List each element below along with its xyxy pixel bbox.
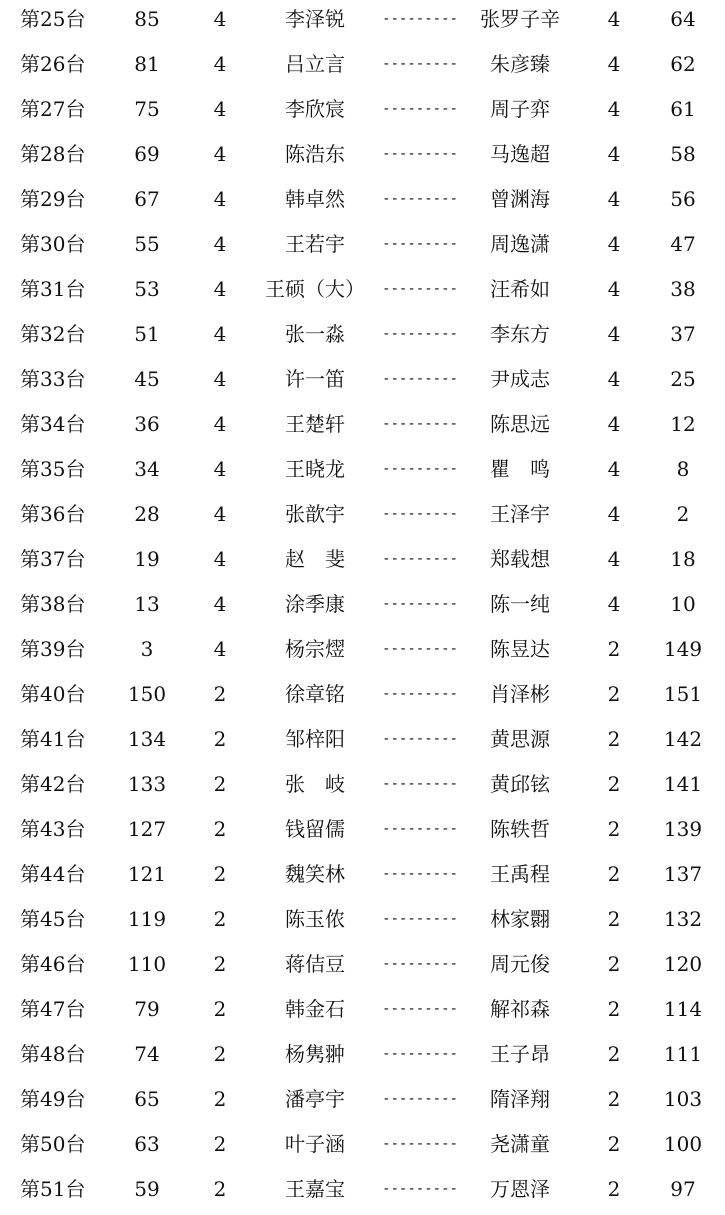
versus-separator: --------- [382, 461, 458, 477]
versus-separator: --------- [382, 146, 458, 162]
player-b-number: 103 [663, 1087, 703, 1111]
table-row [0, 225, 725, 270]
player-a-name: 吕立言 [285, 52, 345, 76]
player-a-name: 李欣宸 [285, 97, 345, 121]
board-number: 第38台 [20, 592, 86, 616]
player-a-number: 119 [127, 907, 167, 931]
player-a-score: 4 [213, 322, 227, 346]
board-number: 第29台 [20, 187, 86, 211]
player-a-name: 蒋佶豆 [285, 952, 345, 976]
player-a-name: 王楚轩 [285, 412, 345, 436]
player-b-name: 黄思源 [490, 727, 550, 751]
player-a-number: 45 [134, 367, 160, 391]
table-row [0, 675, 725, 720]
player-a-number: 51 [134, 322, 160, 346]
versus-separator: --------- [382, 866, 458, 882]
player-b-name: 尧潇童 [490, 1132, 550, 1156]
player-b-score: 2 [607, 772, 621, 796]
versus-separator: --------- [382, 326, 458, 342]
player-b-score: 2 [607, 1087, 621, 1111]
player-b-score: 2 [607, 907, 621, 931]
board-number: 第43台 [20, 817, 86, 841]
board-number: 第32台 [20, 322, 86, 346]
versus-separator: --------- [382, 101, 458, 117]
player-b-name: 张罗子辛 [480, 7, 560, 31]
table-row [0, 45, 725, 90]
player-b-name: 周子弈 [490, 97, 550, 121]
player-a-score: 2 [213, 817, 227, 841]
player-b-number: 62 [670, 52, 696, 76]
player-b-score: 2 [607, 817, 621, 841]
table-row [0, 1170, 725, 1215]
player-b-score: 2 [607, 1042, 621, 1066]
player-b-number: 38 [670, 277, 696, 301]
player-b-score: 2 [607, 1177, 621, 1201]
player-b-number: 56 [670, 187, 696, 211]
player-b-number: 61 [670, 97, 696, 121]
player-a-number: 67 [134, 187, 160, 211]
player-b-number: 111 [663, 1042, 703, 1066]
player-a-name: 许一笛 [285, 367, 345, 391]
versus-separator: --------- [382, 911, 458, 927]
player-a-name: 叶子涵 [285, 1132, 345, 1156]
player-a-score: 2 [213, 952, 227, 976]
board-number: 第30台 [20, 232, 86, 256]
player-b-score: 4 [607, 412, 621, 436]
board-number: 第47台 [20, 997, 86, 1021]
player-a-score: 4 [213, 97, 227, 121]
player-b-name: 王泽宇 [490, 502, 550, 526]
table-row [0, 945, 725, 990]
player-a-score: 4 [213, 502, 227, 526]
player-a-score: 2 [213, 1042, 227, 1066]
player-b-name: 周元俊 [490, 952, 550, 976]
player-b-name: 马逸超 [490, 142, 550, 166]
board-number: 第49台 [20, 1087, 86, 1111]
player-a-number: 121 [127, 862, 167, 886]
board-number: 第36台 [20, 502, 86, 526]
player-b-name: 隋泽翔 [490, 1087, 550, 1111]
board-number: 第31台 [20, 277, 86, 301]
player-b-name: 陈一纯 [490, 592, 550, 616]
player-a-score: 4 [213, 547, 227, 571]
board-number: 第34台 [20, 412, 86, 436]
player-b-score: 2 [607, 682, 621, 706]
player-b-score: 4 [607, 232, 621, 256]
player-a-number: 81 [134, 52, 160, 76]
table-row [0, 765, 725, 810]
versus-separator: --------- [382, 686, 458, 702]
player-b-score: 4 [607, 97, 621, 121]
player-a-name: 李泽锐 [285, 7, 345, 31]
player-b-number: 47 [670, 232, 696, 256]
player-a-number: 28 [134, 502, 160, 526]
versus-separator: --------- [382, 56, 458, 72]
player-b-name: 王子昂 [490, 1042, 550, 1066]
versus-separator: --------- [382, 416, 458, 432]
player-b-name: 陈思远 [490, 412, 550, 436]
player-b-number: 149 [663, 637, 703, 661]
player-b-name: 曾渊海 [490, 187, 550, 211]
player-b-number: 2 [676, 502, 690, 526]
player-a-score: 4 [213, 232, 227, 256]
player-a-name: 张一淼 [285, 322, 345, 346]
board-number: 第39台 [20, 637, 86, 661]
player-a-name: 徐章铭 [285, 682, 345, 706]
player-b-score: 2 [607, 1132, 621, 1156]
player-b-score: 4 [607, 547, 621, 571]
table-row [0, 855, 725, 900]
player-b-number: 151 [663, 682, 703, 706]
board-number: 第44台 [20, 862, 86, 886]
player-a-name: 王晓龙 [285, 457, 345, 481]
player-a-score: 4 [213, 142, 227, 166]
board-number: 第46台 [20, 952, 86, 976]
table-row [0, 810, 725, 855]
player-b-score: 4 [607, 457, 621, 481]
board-number: 第35台 [20, 457, 86, 481]
versus-separator: --------- [382, 551, 458, 567]
player-a-name: 王硕（大） [265, 277, 365, 301]
board-number: 第26台 [20, 52, 86, 76]
player-a-number: 55 [134, 232, 160, 256]
player-a-score: 4 [213, 592, 227, 616]
versus-separator: --------- [382, 731, 458, 747]
player-a-name: 韩卓然 [285, 187, 345, 211]
player-a-score: 4 [213, 52, 227, 76]
player-b-number: 120 [663, 952, 703, 976]
versus-separator: --------- [382, 956, 458, 972]
player-a-number: 69 [134, 142, 160, 166]
player-b-number: 141 [663, 772, 703, 796]
table-row [0, 450, 725, 495]
board-number: 第33台 [20, 367, 86, 391]
player-a-number: 53 [134, 277, 160, 301]
player-a-name: 张 岐 [285, 772, 345, 796]
player-b-score: 4 [607, 187, 621, 211]
versus-separator: --------- [382, 1001, 458, 1017]
player-a-score: 2 [213, 682, 227, 706]
player-b-number: 142 [663, 727, 703, 751]
versus-separator: --------- [382, 1046, 458, 1062]
player-a-name: 陈浩东 [285, 142, 345, 166]
versus-separator: --------- [382, 506, 458, 522]
player-b-number: 25 [670, 367, 696, 391]
player-a-score: 4 [213, 457, 227, 481]
player-b-name: 解祁森 [490, 997, 550, 1021]
versus-separator: --------- [382, 1136, 458, 1152]
versus-separator: --------- [382, 11, 458, 27]
table-row [0, 495, 725, 540]
player-b-number: 137 [663, 862, 703, 886]
player-b-name: 陈昱达 [490, 637, 550, 661]
player-a-number: 13 [134, 592, 160, 616]
versus-separator: --------- [382, 596, 458, 612]
player-a-number: 110 [127, 952, 167, 976]
player-a-name: 钱留儒 [285, 817, 345, 841]
table-row [0, 180, 725, 225]
player-b-score: 4 [607, 7, 621, 31]
player-a-name: 邹梓阳 [285, 727, 345, 751]
player-a-name: 潘亭宇 [285, 1087, 345, 1111]
versus-separator: --------- [382, 191, 458, 207]
player-b-number: 8 [676, 457, 690, 481]
player-a-score: 4 [213, 412, 227, 436]
player-b-name: 肖泽彬 [490, 682, 550, 706]
board-number: 第25台 [20, 7, 86, 31]
player-a-score: 2 [213, 1132, 227, 1156]
table-row [0, 630, 725, 675]
versus-separator: --------- [382, 1181, 458, 1197]
player-b-name: 朱彦臻 [490, 52, 550, 76]
versus-separator: --------- [382, 236, 458, 252]
versus-separator: --------- [382, 776, 458, 792]
player-a-number: 134 [127, 727, 167, 751]
player-b-number: 37 [670, 322, 696, 346]
versus-separator: --------- [382, 371, 458, 387]
player-b-number: 139 [663, 817, 703, 841]
board-number: 第51台 [20, 1177, 86, 1201]
player-a-number: 150 [127, 682, 167, 706]
board-number: 第41台 [20, 727, 86, 751]
player-b-score: 2 [607, 952, 621, 976]
table-row [0, 1125, 725, 1170]
table-row [0, 990, 725, 1035]
table-row [0, 585, 725, 630]
table-row [0, 0, 725, 45]
player-a-score: 4 [213, 277, 227, 301]
player-b-name: 万恩泽 [490, 1177, 550, 1201]
player-a-score: 2 [213, 907, 227, 931]
player-a-score: 2 [213, 997, 227, 1021]
player-b-score: 4 [607, 277, 621, 301]
player-a-name: 陈玉侬 [285, 907, 345, 931]
player-a-name: 韩金石 [285, 997, 345, 1021]
player-a-name: 杨隽翀 [285, 1042, 345, 1066]
player-a-score: 4 [213, 7, 227, 31]
board-number: 第37台 [20, 547, 86, 571]
table-row [0, 360, 725, 405]
player-a-number: 79 [134, 997, 160, 1021]
player-a-number: 34 [134, 457, 160, 481]
player-b-score: 4 [607, 322, 621, 346]
table-row [0, 405, 725, 450]
player-a-number: 133 [127, 772, 167, 796]
player-b-name: 王禹程 [490, 862, 550, 886]
player-a-number: 74 [134, 1042, 160, 1066]
player-a-number: 59 [134, 1177, 160, 1201]
player-b-score: 2 [607, 997, 621, 1021]
player-b-number: 100 [663, 1132, 703, 1156]
board-number: 第45台 [20, 907, 86, 931]
versus-separator: --------- [382, 821, 458, 837]
player-a-number: 19 [134, 547, 160, 571]
player-a-number: 36 [134, 412, 160, 436]
player-b-number: 10 [670, 592, 696, 616]
table-row [0, 720, 725, 765]
table-row [0, 900, 725, 945]
player-b-name: 林家翾 [490, 907, 550, 931]
player-b-score: 2 [607, 727, 621, 751]
player-a-name: 魏笑林 [285, 862, 345, 886]
player-a-score: 2 [213, 1087, 227, 1111]
player-a-number: 65 [134, 1087, 160, 1111]
table-row [0, 315, 725, 360]
versus-separator: --------- [382, 1091, 458, 1107]
board-number: 第50台 [20, 1132, 86, 1156]
board-number: 第28台 [20, 142, 86, 166]
board-number: 第48台 [20, 1042, 86, 1066]
player-b-number: 58 [670, 142, 696, 166]
player-a-score: 2 [213, 772, 227, 796]
player-b-number: 12 [670, 412, 696, 436]
table-row [0, 135, 725, 180]
player-b-name: 李东方 [490, 322, 550, 346]
board-number: 第42台 [20, 772, 86, 796]
player-a-name: 张歆宇 [285, 502, 345, 526]
board-number: 第40台 [20, 682, 86, 706]
player-a-name: 赵 斐 [285, 547, 345, 571]
table-row [0, 90, 725, 135]
player-a-score: 2 [213, 727, 227, 751]
player-a-number: 75 [134, 97, 160, 121]
player-b-score: 4 [607, 142, 621, 166]
player-b-score: 4 [607, 52, 621, 76]
table-row [0, 270, 725, 315]
table-row [0, 1080, 725, 1125]
player-a-score: 2 [213, 862, 227, 886]
player-a-number: 3 [140, 637, 154, 661]
player-a-name: 杨宗熤 [285, 637, 345, 661]
table-row [0, 540, 725, 585]
player-a-name: 王若宇 [285, 232, 345, 256]
player-b-number: 64 [670, 7, 696, 31]
player-b-number: 18 [670, 547, 696, 571]
player-b-number: 97 [670, 1177, 696, 1201]
board-number: 第27台 [20, 97, 86, 121]
player-a-score: 4 [213, 187, 227, 211]
player-a-name: 涂季康 [285, 592, 345, 616]
player-b-name: 黄邱铉 [490, 772, 550, 796]
player-a-name: 王嘉宝 [285, 1177, 345, 1201]
player-a-number: 85 [134, 7, 160, 31]
player-b-number: 132 [663, 907, 703, 931]
player-b-score: 2 [607, 637, 621, 661]
player-a-number: 63 [134, 1132, 160, 1156]
player-b-score: 4 [607, 502, 621, 526]
player-b-name: 汪希如 [490, 277, 550, 301]
player-b-score: 2 [607, 862, 621, 886]
versus-separator: --------- [382, 281, 458, 297]
player-a-score: 4 [213, 637, 227, 661]
player-a-score: 4 [213, 367, 227, 391]
player-a-number: 127 [127, 817, 167, 841]
player-b-name: 瞿 鸣 [490, 457, 550, 481]
versus-separator: --------- [382, 641, 458, 657]
player-b-name: 周逸潇 [490, 232, 550, 256]
player-b-number: 114 [663, 997, 703, 1021]
player-b-score: 4 [607, 367, 621, 391]
player-b-name: 尹成志 [490, 367, 550, 391]
table-row [0, 1035, 725, 1080]
player-b-name: 陈轶哲 [490, 817, 550, 841]
player-b-score: 4 [607, 592, 621, 616]
player-a-score: 2 [213, 1177, 227, 1201]
player-b-name: 郑载想 [490, 547, 550, 571]
